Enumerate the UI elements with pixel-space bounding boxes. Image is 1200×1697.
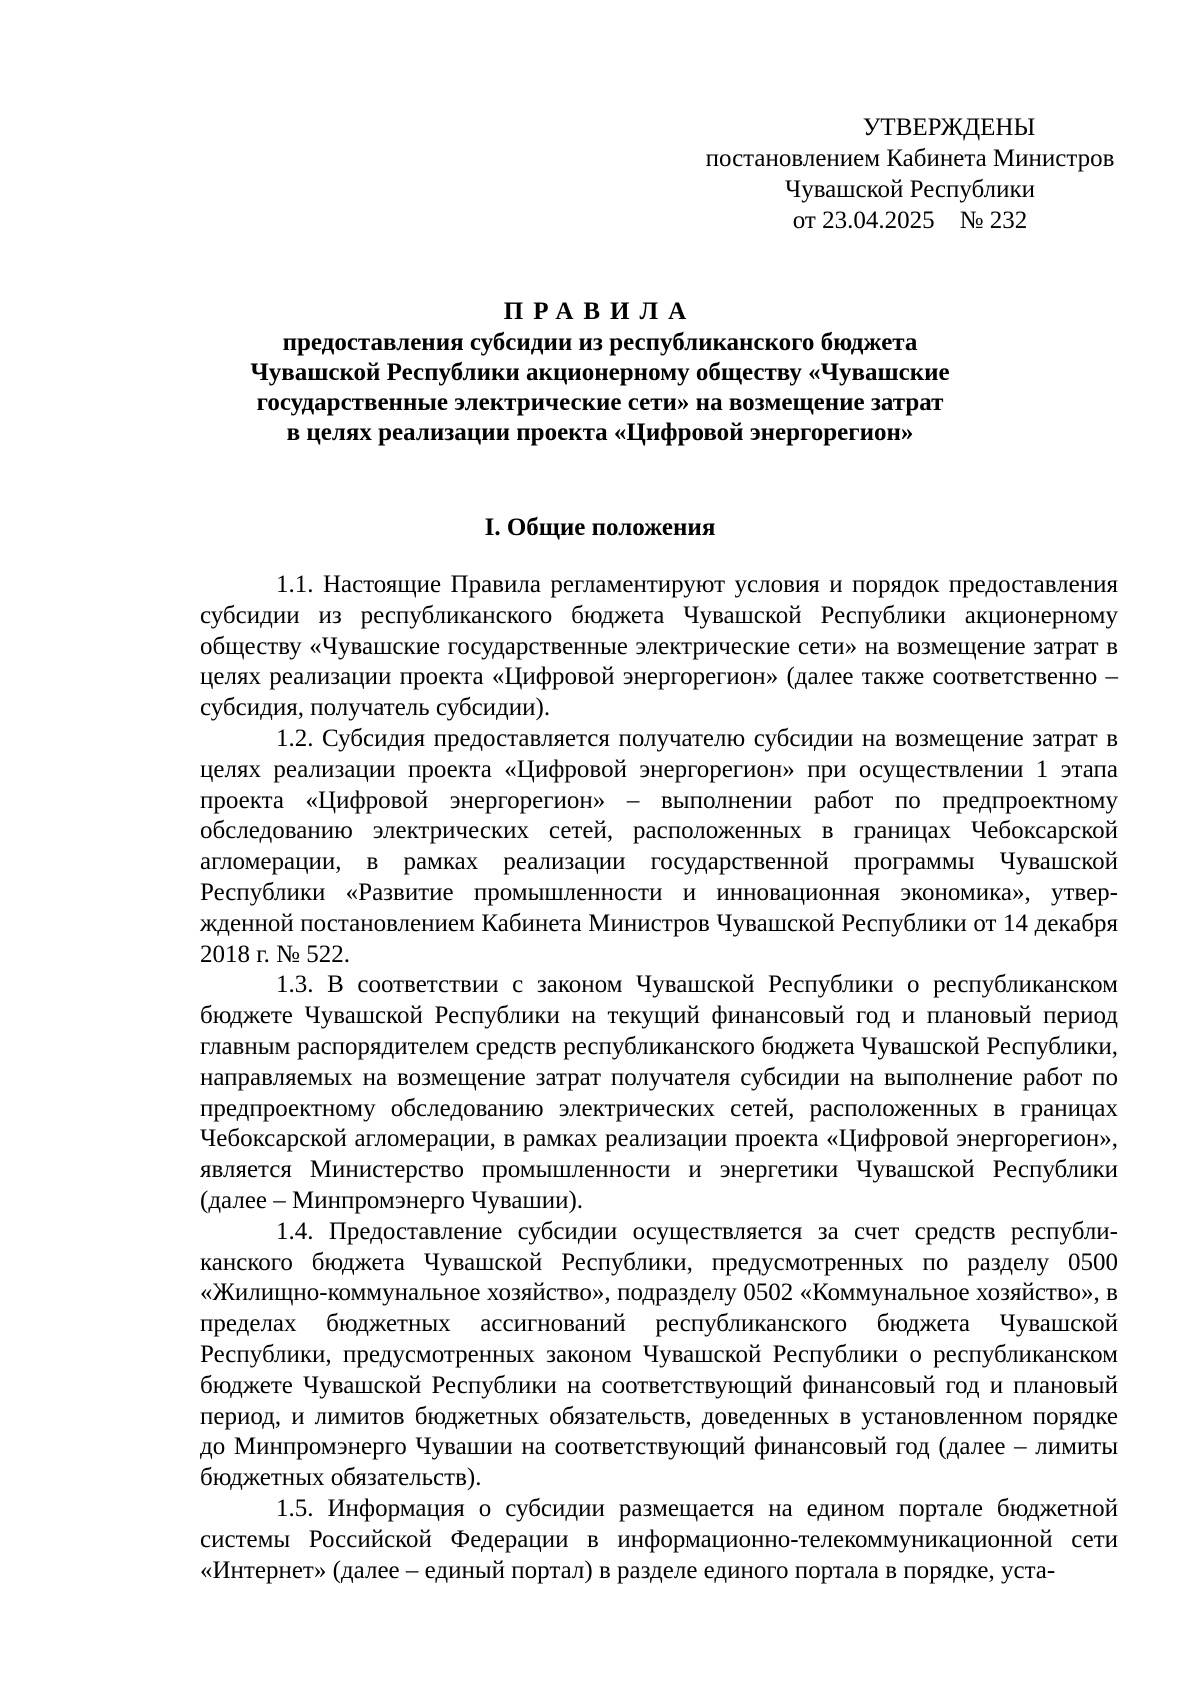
- paragraph-1-4: 1.4. Предоставление субсидии осуществляется за счет средств республиканского бюджета Чувашской Республики, предусмотренных по разделу 0500 «Жилищно-коммунальное хозяйство», подразделу 0502 «Коммунальное хозяйство», в пределах бюджетных ассигнований республиканского бюджета Чувашской Республики, предусмотренных законом Чувашской Республики о республиканском бюджете Чувашской Республики на соответствующий финансовый год и плановый период, и лимитов бюджетных обязательств, доведенных в установленном порядке до Минпромэнерго Чувашии на соответствующий финансовый год (далее – лимиты бюджетных обязательств).: [200, 1217, 1118, 1492]
- paragraph-1-3: 1.3. В соответствии с законом Чувашской Республики о республиканском бюджете Чувашской Республики на текущий финансовый год и плановый период главным распорядителем средств республиканского бюджета Чувашской Республики, направляемых на возмещение затрат получателя субсидии на выполнение работ по предпроектному обследованию электрических сетей, расположенных в границах Чебоксарской агломерации, в рамках реализации проекта «Цифровой энергорегион», является Министерство промышленности и энергетики Чувашской Республики (далее – Минпромэнерго Чувашии).: [200, 971, 1118, 1214]
- subtitle-line: предоставления субсидии из республиканского бюджета: [282, 329, 918, 356]
- approval-line-3: от 23.04.2025 № 232: [792, 207, 1028, 234]
- subtitle-line: государственные электрические сети» на возмещение затрат: [256, 389, 944, 416]
- subtitle-line: в целях реализации проекта «Цифровой энергорегион»: [286, 419, 914, 446]
- document-body: [200, 570, 1118, 1586]
- paragraph-1-2: 1.2. Субсидия предоставляется получателю субсидии на возмещение затрат в целях реализации проекта «Цифровой энергорегион» при осуществлении 1 этапа проекта «Цифровой энергорегион» – выполнении работ по предпроектному обследованию электрических сетей, расположенных в границах Чебоксарской агломерации, в рамках реализации государственной программы Чувашской Республики «Развитие промышленности и инновационная экономика», утвержденной постановлением Кабинета Министров Чувашской Республики от 14 декабря 2018 г. № 522.: [200, 724, 1118, 968]
- document-subtitle: [200, 328, 1000, 448]
- approval-line-1: постановлением Кабинета Министров: [705, 145, 1115, 172]
- approval-heading: УТВЕРЖДЕНЫ: [862, 114, 1036, 141]
- approval-line-2: Чувашской Республики: [784, 176, 1036, 203]
- document-title: ПРАВИЛА: [503, 298, 697, 325]
- paragraph-1-1: 1.1. Настоящие Правила регламентируют условия и порядок предоставления субсидии из республиканского бюджета Чувашской Республики акционерному обществу «Чувашские государственные электрические сети» на возмещение затрат в целях реализации проекта «Цифровой энергорегион» (далее также соответственно – субсидия, получатель субсидии).: [200, 571, 1118, 722]
- approval-block: [680, 112, 1140, 236]
- paragraph-1-5: 1.5. Информация о субсидии размещается на едином портале бюджетной системы Российской Федерации в информационно-телекоммуникационной сети «Интернет» (далее – единый портал) в разделе единого портала в порядке, уста-: [200, 1494, 1118, 1584]
- subtitle-line: Чувашской Республики акционерному обществу «Чувашские: [250, 359, 950, 386]
- section-heading: I. Общие положения: [484, 514, 716, 541]
